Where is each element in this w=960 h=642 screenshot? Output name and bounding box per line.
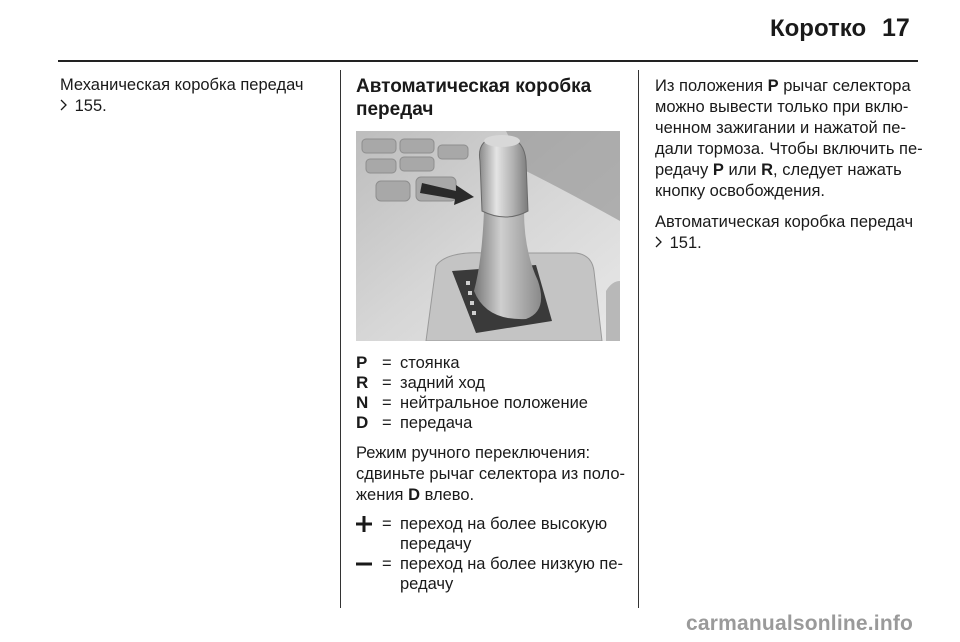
column-divider bbox=[638, 70, 639, 608]
equals-sign: = bbox=[382, 374, 392, 392]
text-span: Из положения bbox=[655, 77, 768, 95]
section-heading bbox=[356, 75, 628, 121]
manual-mode-paragraph bbox=[356, 443, 628, 506]
equals-sign: = bbox=[382, 515, 392, 533]
page-reference-number: 151. bbox=[669, 234, 702, 252]
watermark: carmanualsonline.info bbox=[686, 612, 914, 635]
text-line: ченном зажигании и нажатой пе- bbox=[655, 119, 906, 137]
text-line: Режим ручного переключения: bbox=[356, 444, 591, 462]
position-key: P bbox=[356, 353, 368, 372]
page-reference bbox=[60, 96, 330, 117]
page-reference-number: 155. bbox=[74, 97, 107, 115]
text-span: рычаг селектора bbox=[778, 77, 911, 95]
text-line: Автоматическая коробка передач bbox=[655, 213, 914, 231]
text-line: дали тормоза. Чтобы включить пе- bbox=[655, 140, 923, 158]
plus-icon bbox=[356, 514, 382, 534]
position-description: задний ход bbox=[400, 374, 486, 392]
list-item bbox=[356, 554, 628, 594]
position-key: D bbox=[408, 486, 420, 504]
position-key: P bbox=[767, 77, 779, 95]
section-heading-line: Автоматическая коробка bbox=[356, 76, 592, 97]
text-line: редачу bbox=[400, 575, 454, 593]
position-key: P bbox=[712, 161, 724, 179]
text-line: сдвиньте рычаг селектора из поло- bbox=[356, 465, 625, 483]
page-number: 17 bbox=[882, 14, 910, 42]
minus-icon bbox=[356, 554, 382, 574]
column-right bbox=[655, 76, 935, 254]
header-divider bbox=[58, 60, 918, 62]
text-line: передачу bbox=[400, 535, 472, 553]
text-span: или bbox=[723, 161, 762, 179]
position-key: N bbox=[356, 393, 369, 412]
text-line bbox=[356, 485, 628, 506]
shift-list bbox=[356, 514, 628, 594]
text-span: влево. bbox=[419, 486, 475, 504]
gear-selector-photo bbox=[356, 131, 620, 341]
text-line: переход на более низкую пе- bbox=[400, 555, 624, 573]
page-title: Коротко bbox=[770, 15, 867, 42]
text-span: , следует нажать bbox=[773, 161, 902, 179]
column-divider bbox=[340, 70, 341, 608]
position-description: нейтральное положение bbox=[400, 394, 588, 412]
list-item bbox=[356, 514, 628, 554]
equals-sign: = bbox=[382, 354, 392, 372]
text-line bbox=[655, 76, 935, 97]
reference-paragraph bbox=[655, 212, 935, 254]
list-item bbox=[356, 353, 628, 373]
text-span: редачу bbox=[655, 161, 713, 179]
shift-description bbox=[400, 554, 628, 594]
position-key: D bbox=[356, 413, 369, 432]
page-header bbox=[0, 0, 960, 62]
position-description: передача bbox=[400, 414, 473, 432]
section-heading-line: передач bbox=[356, 99, 434, 120]
text-line: кнопку освобождения. bbox=[655, 182, 825, 200]
text-line bbox=[655, 160, 935, 181]
page-reference bbox=[655, 233, 935, 254]
text-line: можно вывести только при вклю- bbox=[655, 98, 909, 116]
column-middle bbox=[356, 75, 628, 594]
equals-sign: = bbox=[382, 414, 392, 432]
list-item bbox=[356, 373, 628, 393]
equals-sign: = bbox=[382, 555, 392, 573]
shift-description bbox=[400, 514, 628, 554]
text-line: Механическая коробка передач bbox=[60, 76, 304, 94]
arrow-right-icon bbox=[655, 233, 665, 254]
position-key: R bbox=[761, 161, 774, 179]
equals-sign: = bbox=[382, 394, 392, 412]
list-item bbox=[356, 393, 628, 413]
position-description: стоянка bbox=[400, 354, 460, 372]
gear-positions-list bbox=[356, 353, 628, 433]
position-key: R bbox=[356, 373, 369, 392]
arrow-right-icon bbox=[60, 96, 70, 117]
list-item bbox=[356, 413, 628, 433]
text-span: жения bbox=[356, 486, 409, 504]
text-line: переход на более высокую bbox=[400, 515, 608, 533]
column-left bbox=[60, 75, 330, 117]
